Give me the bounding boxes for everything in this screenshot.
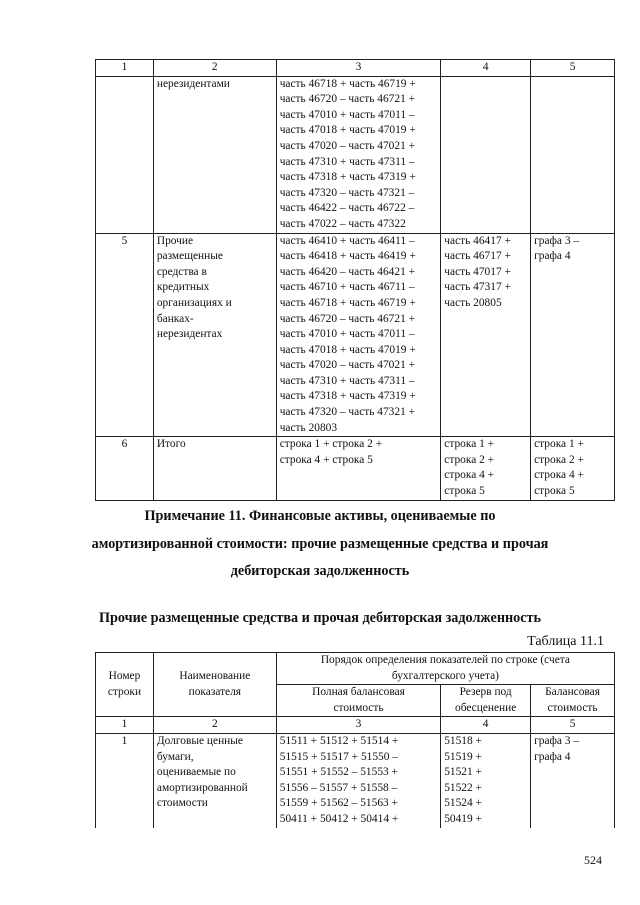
balance-formula — [531, 76, 615, 233]
header-row — [96, 653, 615, 685]
reserve-formula: строка 1 + строка 2 + строка 4 + строка 5 — [441, 437, 531, 500]
header-reserve: Резерв под обесценение — [441, 685, 531, 717]
balance-formula: графа 3 – графа 4 — [531, 233, 615, 437]
table-row — [96, 733, 615, 827]
colnum-1: 1 — [96, 717, 154, 734]
note-heading-line-1: Примечание 11. Финансовые активы, оцениваемые по — [144, 508, 496, 524]
column-number-row — [96, 717, 615, 734]
row-number: 5 — [96, 233, 154, 437]
colnum-5: 5 — [531, 717, 615, 734]
colnum-1: 1 — [96, 60, 154, 77]
balance-formula: графа 3 – графа 4 — [531, 733, 615, 827]
header-group: Порядок определения показателей по строке (счета бухгалтерского учета) — [276, 653, 614, 685]
header-row-number: Номер строки — [96, 653, 154, 717]
header-gross-value: Полная балансовая стоимость — [276, 685, 440, 717]
colnum-3: 3 — [276, 717, 440, 734]
colnum-5: 5 — [531, 60, 615, 77]
colnum-4: 4 — [441, 717, 531, 734]
reserve-formula: 51518 + 51519 + 51521 + 51522 + 51524 + 50419 + — [441, 733, 531, 827]
gross-value-formula: 51511 + 51512 + 51514 + 51515 + 51517 + 51550 – 51551 + 51552 – 51553 + 51556 – 51557 + 51558 – 51559 + 51562 – 51563 + 50411 + 50412 + 50414 + — [276, 733, 440, 827]
table-caption: Таблица 11.1 — [527, 634, 604, 649]
row-number — [96, 76, 154, 233]
gross-value-formula: часть 46718 + часть 46719 + часть 46720 – часть 46721 + часть 47010 + часть 47011 – часть 47018 + часть 47019 + часть 47020 – часть 47021 + часть 47310 + часть 47311 – часть 47318 + часть 47319 + часть 47320 – часть 47321 – часть 46422 – часть 46722 – часть 47022 – часть 47322 — [276, 76, 441, 233]
table-row — [96, 437, 615, 500]
balance-formula: строка 1 + строка 2 + строка 4 + строка 5 — [531, 437, 615, 500]
row-number: 6 — [96, 437, 154, 500]
table-11-1 — [95, 652, 615, 828]
gross-value-formula: строка 1 + строка 2 + строка 4 + строка 5 — [276, 437, 441, 500]
reserve-formula — [441, 76, 531, 233]
accounts-table-continued — [95, 59, 615, 501]
indicator-name: Прочие размещенные средства в кредитных организациях и банках- нерезидентах — [153, 233, 276, 437]
indicator-name: нерезидентами — [153, 76, 276, 233]
gross-value-formula: часть 46410 + часть 46411 – часть 46418 + часть 46419 + часть 46420 – часть 46421 + часть 46710 + часть 46711 – часть 46718 + часть 46719 + часть 46720 – часть 46721 + часть 47010 + часть 47011 – часть 47018 + часть 47019 + часть 47020 – часть 47021 + часть 47310 + часть 47311 – часть 47318 + часть 47319 + часть 47320 – часть 47321 + часть 20803 — [276, 233, 441, 437]
indicator-name: Долговые ценные бумаги, оцениваемые по амортизированной стоимости — [153, 733, 276, 827]
header-balance-value: Балансовая стоимость — [531, 685, 615, 717]
note-heading-line-2: амортизированной стоимости: прочие размещенные средства и прочая — [91, 536, 549, 552]
colnum-2: 2 — [153, 717, 276, 734]
colnum-2: 2 — [153, 60, 276, 77]
page-number: 524 — [584, 853, 602, 867]
reserve-formula: часть 46417 + часть 46717 + часть 47017 + часть 47317 + часть 20805 — [441, 233, 531, 437]
row-number: 1 — [96, 733, 154, 827]
colnum-4: 4 — [441, 60, 531, 77]
table-row — [96, 76, 615, 233]
header-indicator-name: Наименование показателя — [153, 653, 276, 717]
note-heading-line-3: дебиторская задолженность — [230, 563, 410, 579]
section-heading: Прочие размещенные средства и прочая дебиторская задолженность — [98, 610, 542, 626]
indicator-name: Итого — [153, 437, 276, 500]
column-number-row — [96, 60, 615, 77]
table-row — [96, 233, 615, 437]
colnum-3: 3 — [276, 60, 441, 77]
